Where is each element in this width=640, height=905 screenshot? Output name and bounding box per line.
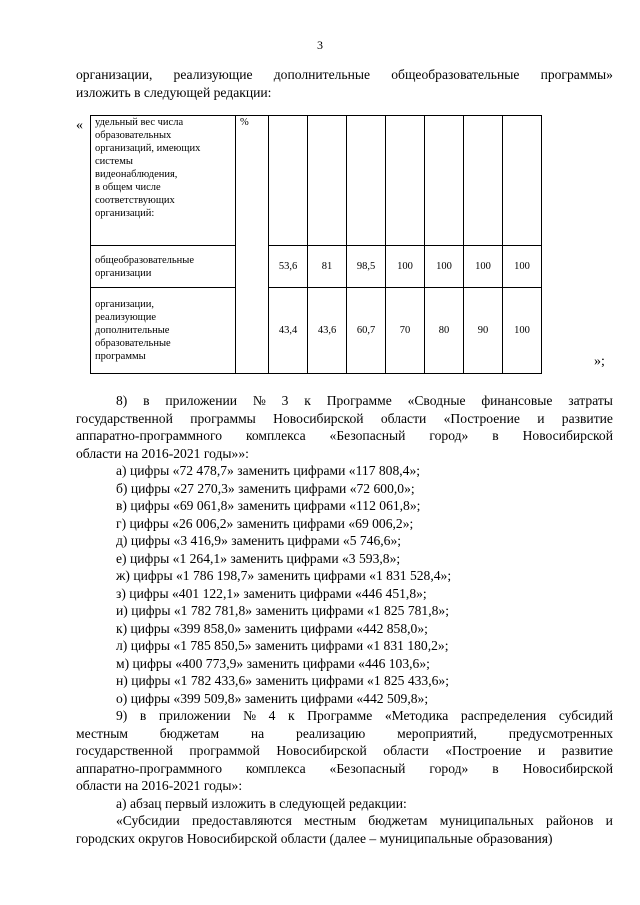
label-line: видеонаблюдения,	[95, 169, 178, 180]
text-line: аппаратно-программного комплекса «Безопасный город» в Новосибирской	[76, 428, 613, 443]
value-cell: 100	[503, 288, 542, 374]
value-cell: 53,6	[269, 246, 308, 288]
text-line: аппаратно-программного комплекса «Безопасный город» в Новосибирской	[76, 760, 613, 776]
table-cell	[503, 116, 542, 246]
list-item: г) цифры «26 006,2» заменить цифрами «69 006,2»;	[116, 516, 414, 531]
indicator-table	[90, 115, 542, 374]
list-item: а) цифры «72 478,7» заменить цифрами «117 808,4»;	[116, 463, 421, 478]
list-item: н) цифры «1 782 433,6» заменить цифрами «1 825 433,6»;	[116, 673, 449, 688]
label-line: образовательные	[95, 338, 171, 349]
value-cell: 70	[386, 288, 425, 374]
opening-quote: «	[76, 118, 83, 133]
label-line: дополнительные	[95, 325, 170, 336]
label-line: образовательных	[95, 130, 172, 141]
value-cell: 80	[425, 288, 464, 374]
text-line: «Субсидии предоставляются местным бюджетам муниципальных районов и	[116, 813, 613, 828]
row-label-cell	[91, 246, 236, 288]
table-header-row	[91, 116, 542, 246]
label-line: системы	[95, 156, 133, 167]
unit-cell: %	[236, 116, 269, 374]
text-line: области на 2016-2021 годы»:	[76, 778, 243, 793]
table-row	[91, 246, 542, 288]
value-cell: 43,6	[308, 288, 347, 374]
table-cell	[386, 116, 425, 246]
value-cell: 100	[464, 246, 503, 288]
item-8-paragraph	[76, 392, 613, 462]
list-item: о) цифры «399 509,8» заменить цифрами «442 509,8»;	[116, 691, 429, 706]
page-number: 3	[317, 38, 323, 52]
list-item: д) цифры «3 416,9» заменить цифрами «5 746,6»;	[116, 533, 402, 548]
text-line: 9) в приложении № 4 к Программе «Методика распределения субсидий	[116, 708, 613, 723]
value-cell: 43,4	[269, 288, 308, 374]
item-9a-text: а) абзац первый изложить в следующей редакции:	[116, 796, 407, 811]
header-label-cell	[91, 116, 236, 246]
table-cell	[425, 116, 464, 246]
label-line: организаций:	[95, 208, 155, 219]
label-line: организации	[95, 267, 152, 279]
text-line: государственной программой Новосибирской области «Построение и развитие	[76, 743, 613, 758]
value-cell: 98,5	[347, 246, 386, 288]
list-item: и) цифры «1 782 781,8» заменить цифрами «1 825 781,8»;	[116, 603, 449, 618]
value-cell: 100	[386, 246, 425, 288]
intro-line: изложить в следующей редакции:	[76, 84, 272, 100]
list-item: б) цифры «27 270,3» заменить цифрами «72 600,0»;	[116, 481, 415, 496]
value-cell: 100	[425, 246, 464, 288]
text-line: городских округов Новосибирской области (далее – муниципальные образования)	[76, 830, 553, 846]
table-cell	[269, 116, 308, 246]
label-line: организации,	[95, 299, 154, 310]
row-label-cell	[91, 288, 236, 374]
list-item: л) цифры «1 785 850,5» заменить цифрами «1 831 180,2»;	[116, 638, 449, 653]
value-cell: 81	[308, 246, 347, 288]
text-line: государственной программы Новосибирской области «Построение и развитие	[76, 410, 613, 426]
label-line: в общем числе	[95, 182, 161, 193]
closing-quote: »;	[594, 354, 605, 369]
table-cell	[347, 116, 386, 246]
list-item: в) цифры «69 061,8» заменить цифрами «112 061,8»;	[116, 498, 421, 513]
item-9-paragraph	[76, 707, 613, 795]
intro-paragraph	[76, 66, 613, 101]
text-line: области на 2016-2021 годы»»:	[76, 445, 249, 461]
value-cell: 100	[503, 246, 542, 288]
final-paragraph	[76, 812, 613, 847]
list-item: к) цифры «399 858,0» заменить цифрами «442 858,0»;	[116, 621, 428, 636]
label-line: реализующие	[95, 312, 157, 323]
list-item: е) цифры «1 264,1» заменить цифрами «3 593,8»;	[116, 551, 401, 566]
text-line: местным бюджетам на реализацию мероприятий, предусмотренных	[76, 725, 613, 741]
list-item: ж) цифры «1 786 198,7» заменить цифрами «1 831 528,4»;	[116, 568, 452, 583]
list-item: м) цифры «400 773,9» заменить цифрами «446 103,6»;	[116, 656, 430, 671]
table-row	[91, 288, 542, 374]
label-line: удельный вес числа	[95, 117, 184, 128]
label-line: организаций, имеющих	[95, 143, 201, 154]
text-line: 8) в приложении № 3 к Программе «Сводные финансовые затраты	[116, 393, 613, 408]
list-item: з) цифры «401 122,1» заменить цифрами «446 451,8»;	[116, 586, 427, 601]
table-cell	[464, 116, 503, 246]
value-cell: 60,7	[347, 288, 386, 374]
label-line: программы	[95, 351, 146, 362]
label-line: соответствующих	[95, 195, 175, 206]
value-cell: 90	[464, 288, 503, 374]
intro-line: организации, реализующие дополнительные общеобразовательные программы»	[76, 67, 613, 82]
table-cell	[308, 116, 347, 246]
label-line: общеобразовательные	[95, 254, 194, 266]
